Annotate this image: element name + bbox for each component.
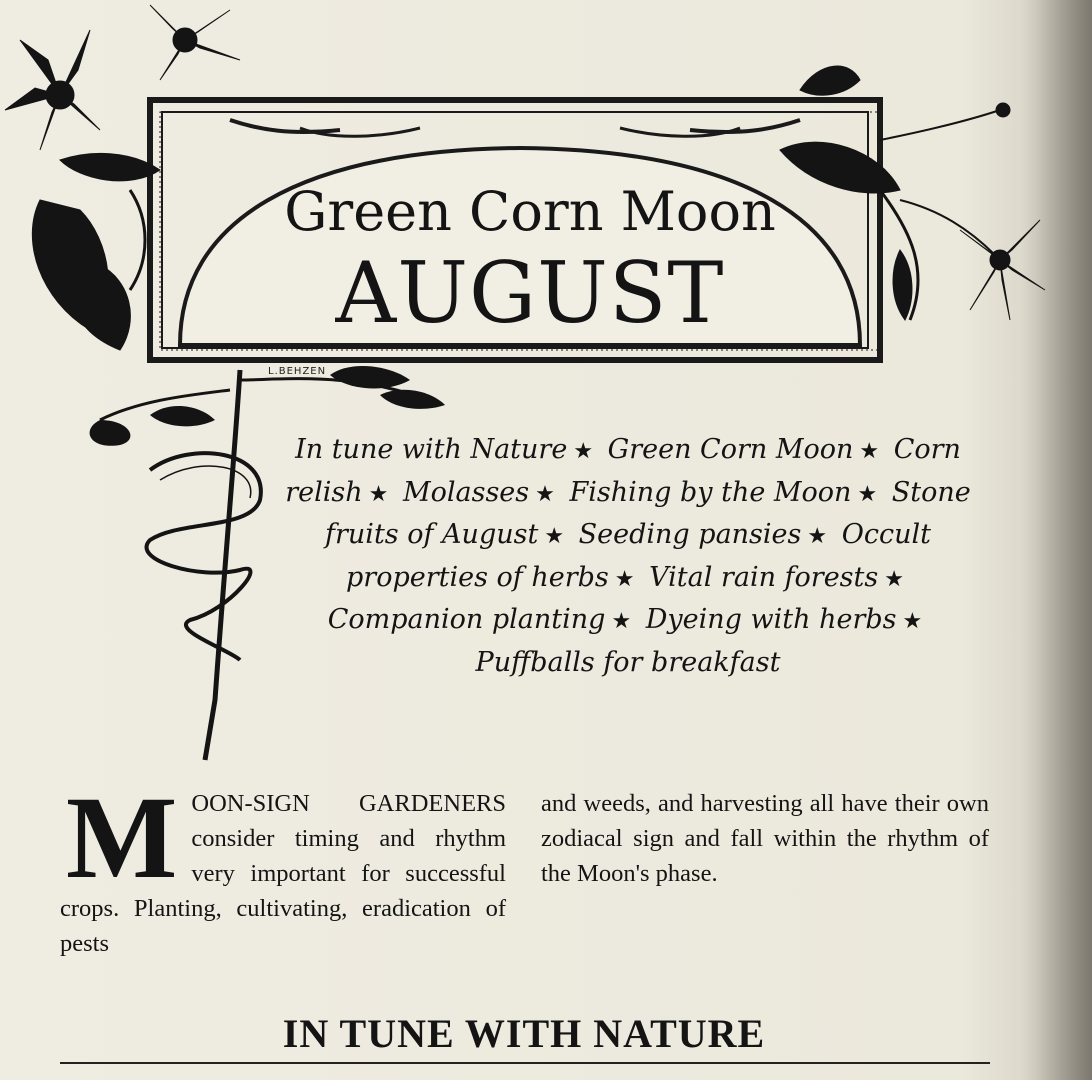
contents-item: Companion planting — [327, 604, 606, 635]
star-separator-icon: ★ — [859, 439, 880, 464]
page-title: AUGUST — [335, 244, 725, 342]
contents-item: Fishing by the Moon — [569, 476, 852, 508]
star-separator-icon: ★ — [611, 609, 632, 634]
contents-item: Puffballs for breakfast — [475, 646, 781, 678]
star-separator-icon: ★ — [884, 566, 904, 592]
contents-item: Corn relish — [285, 434, 961, 508]
article-column-left — [60, 772, 506, 961]
contents-item: Vital rain forests — [649, 561, 879, 593]
contents-item: In tune with Nature — [295, 434, 568, 465]
artist-signature: L.BEHZEN — [268, 366, 327, 377]
article-text-right: and weeds, and harvesting all have their own zodiacal sign and fall within the rhythm of the Moon's phase. — [541, 790, 989, 887]
star-separator-icon: ★ — [535, 481, 555, 507]
contents-item: Green Corn Moon — [607, 434, 854, 465]
star-separator-icon: ★ — [857, 481, 878, 507]
page-subtitle: Green Corn Moon — [284, 180, 776, 243]
star-separator-icon: ★ — [902, 609, 923, 634]
contents-item: Stone fruits of August — [325, 476, 971, 550]
contents-item: Molasses — [402, 476, 530, 508]
article-text-left: OON-SIGN GARDENERS consider timing and rhythm very important for successful crops. Planting, cultivating, eradication of pests — [60, 790, 506, 957]
star-separator-icon: ★ — [807, 524, 828, 549]
star-separator-icon: ★ — [614, 566, 635, 592]
chapter-contents — [268, 430, 988, 683]
page-spine-shadow — [1022, 0, 1092, 1080]
contents-item: Occult properties of herbs — [346, 519, 931, 593]
article-column-right — [541, 786, 989, 891]
contents-item: Seeding pansies — [578, 519, 802, 550]
heading-divider — [60, 1062, 990, 1064]
contents-item: Dyeing with herbs — [645, 604, 897, 635]
star-separator-icon: ★ — [368, 481, 389, 507]
section-heading: IN TUNE WITH NATURE — [282, 1011, 766, 1056]
star-separator-icon: ★ — [544, 524, 565, 549]
drop-cap: M — [66, 772, 178, 903]
star-separator-icon: ★ — [573, 439, 594, 464]
